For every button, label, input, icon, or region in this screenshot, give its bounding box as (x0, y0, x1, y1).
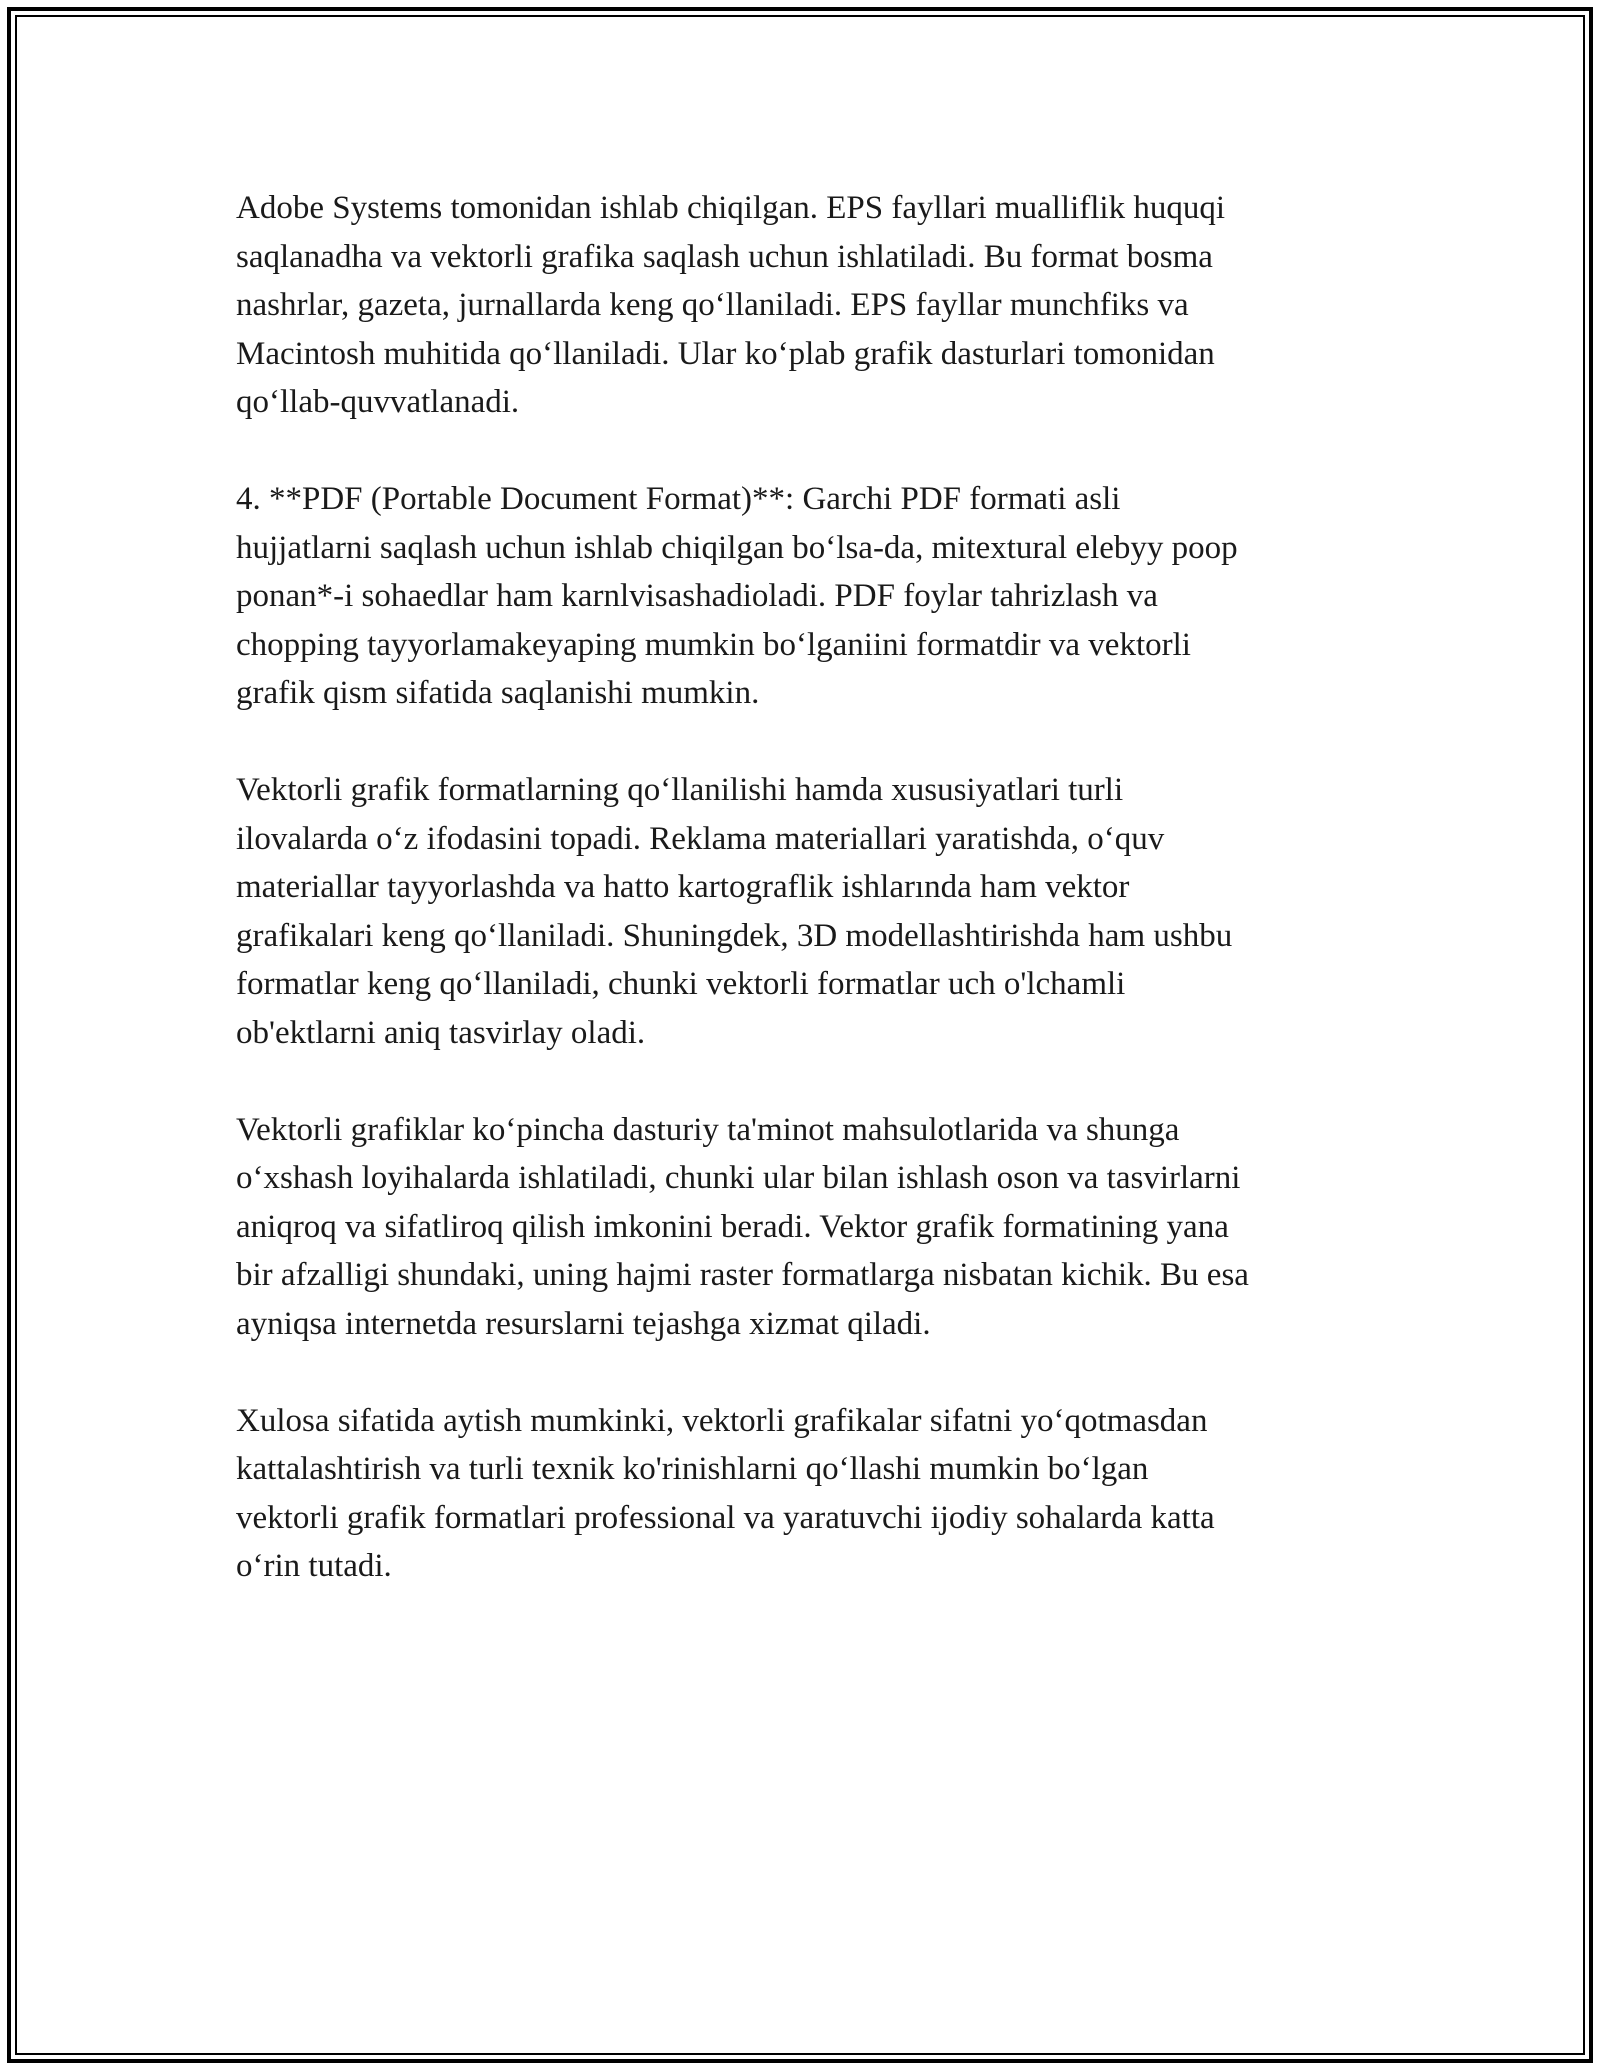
text-line: grafikalari keng qo‘llaniladi. Shuningdek, 3D modellashtirishda ham ushbu (236, 917, 1233, 954)
text-line: ponan*-i sohaedlar ham karnlvisashadioladi. PDF foylar tahrizlash va (236, 578, 1158, 614)
paragraph-eps (236, 184, 1386, 427)
paragraph-software (236, 1106, 1386, 1349)
document-body (236, 184, 1386, 1639)
text-line: Macintosh muhitida qo‘llaniladi. Ular ko‘plab grafik dasturlari tomonidan (236, 335, 1215, 372)
text-line: saqlanadha va vektorli grafika saqlash uchun ishlatiladi. Bu format bosma (236, 238, 1213, 275)
text-line: ayniqsa internetda resurslarni tejashga xizmat qiladi. (236, 1305, 931, 1342)
text-line: kattalashtirish va turli texnik ko'rinishlarni qo‘llashi mumkin bo‘lgan (236, 1451, 1149, 1487)
text-line: qo‘llab-quvvatlanadi. (236, 384, 520, 420)
text-line: hujjatlarni saqlash uchun ishlab chiqilgan bo‘lsa-da, mitextural elebyy poop (236, 529, 1238, 566)
text-line: bir afzalligi shundaki, uning hajmi raster formatlarga nisbatan kichik. Bu esa (236, 1257, 1249, 1293)
paragraph-conclusion (236, 1397, 1386, 1591)
text-line: 4. **PDF (Portable Document Format)**: Garchi PDF formati asli (236, 481, 1121, 517)
text-line: Adobe Systems tomonidan ishlab chiqilgan. EPS fayllari mualliflik huquqi (236, 190, 1225, 226)
text-line: aniqroq va sifatliroq qilish imkonini beradi. Vektor grafik formatining yana (236, 1208, 1229, 1245)
text-line: Vektorli grafiklar ko‘pincha dasturiy ta'minot mahsulotlarida va shunga (236, 1111, 1180, 1148)
text-line: o‘xshash loyihalarda ishlatiladi, chunki ular bilan ishlash oson va tasvirlarni (236, 1160, 1241, 1196)
text-line: ob'ektlarni aniq tasvirlay oladi. (236, 1014, 646, 1051)
text-line: grafik qism sifatida saqlanishi mumkin. (236, 675, 760, 711)
text-line: ilovalarda o‘z ifodasini topadi. Reklama materiallari yaratishda, o‘quv (236, 820, 1165, 857)
paragraph-pdf (236, 475, 1386, 718)
text-line: o‘rin tutadi. (236, 1548, 392, 1584)
paragraph-applications (236, 766, 1386, 1057)
text-line: formatlar keng qo‘llaniladi, chunki vektorli formatlar uch o'lchamli (236, 966, 1126, 1002)
text-line: Vektorli grafik formatlarning qo‘llanilishi hamda xususiyatlari turli (236, 772, 1124, 808)
text-line: chopping tayyorlamakeyaping mumkin bo‘lganiini formatdir va vektorli (236, 626, 1191, 663)
text-line: Xulosa sifatida aytish mumkinki, vektorli grafikalar sifatni yo‘qotmasdan (236, 1402, 1208, 1439)
text-line: nashrlar, gazeta, jurnallarda keng qo‘llaniladi. EPS fayllar munchfiks va (236, 287, 1189, 323)
text-line: materiallar tayyorlashda va hatto kartograflik ishlarında ham vektor (236, 869, 1130, 905)
text-line: vektorli grafik formatlari professional va yaratuvchi ijodiy sohalarda katta (236, 1499, 1215, 1536)
